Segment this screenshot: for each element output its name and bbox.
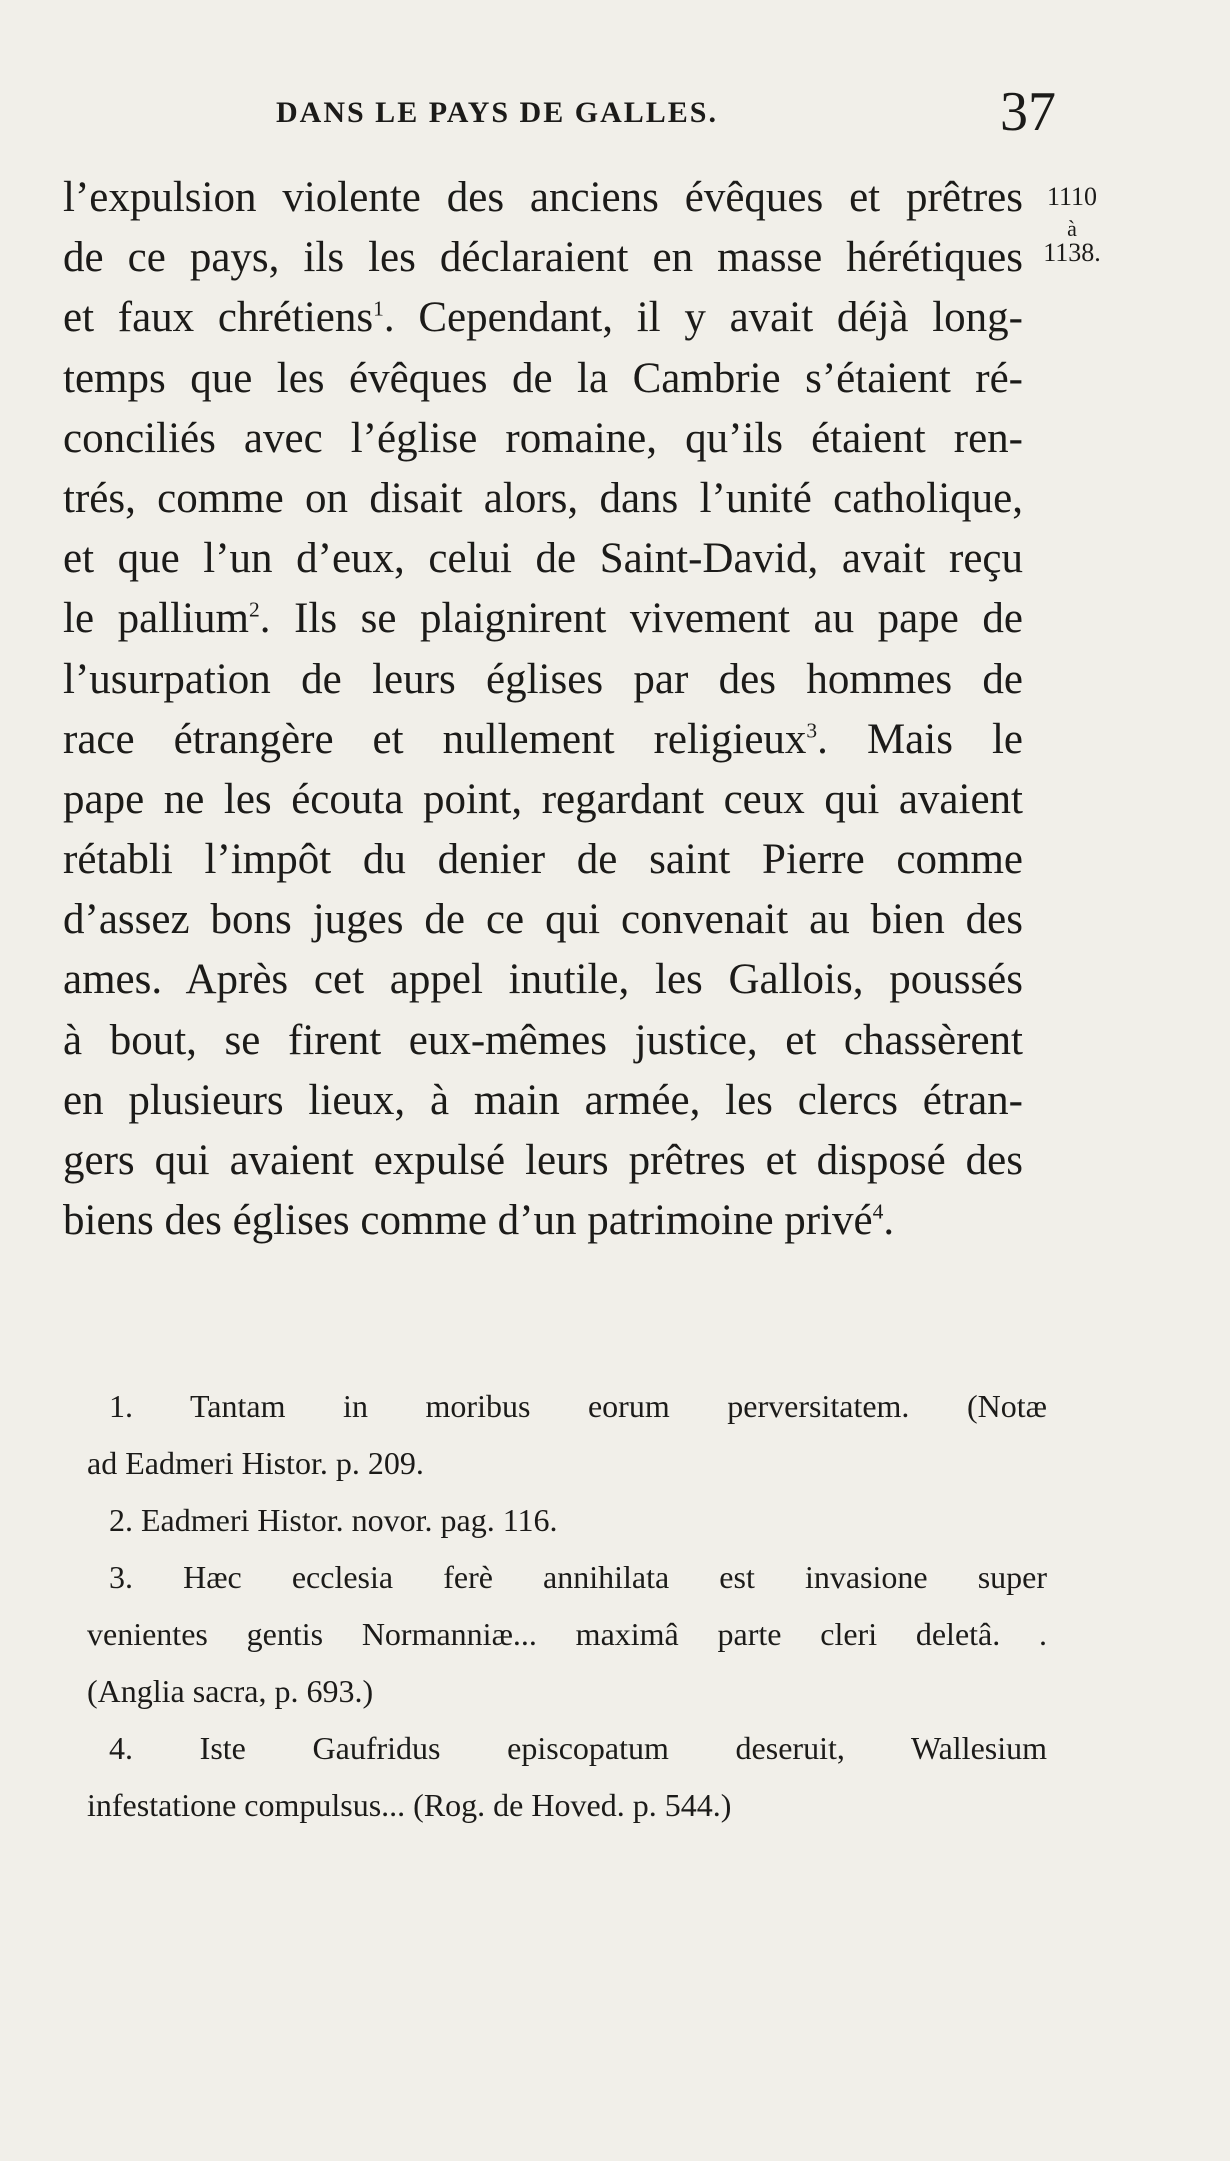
footnote-line: (Anglia sacra, p. 693.) xyxy=(87,1673,374,1709)
body-line: conciliés avec l’église romaine, qu’ils étaient ren- xyxy=(63,414,1023,462)
body-line: de ce pays, ils les déclaraient en masse hérétiques xyxy=(63,234,1023,282)
body-line: pape ne les écouta point, regardant ceux qui avaient xyxy=(63,775,1023,823)
body-line: temps que les évêques de la Cambrie s’étaient ré- xyxy=(63,354,1023,402)
footnote-line: 1. Tantam in moribus eorum perversitatem. (Notæ xyxy=(109,1388,1047,1424)
body-line: à bout, se firent eux-mêmes justice, et chassèrent xyxy=(63,1016,1023,1064)
footnote-ref: 3 xyxy=(806,718,818,743)
page-number: 37 xyxy=(1000,81,1056,143)
body-line: race étrangère et nullement religieux$^3$. Mais le xyxy=(63,715,1023,763)
body-line: ames. Après cet appel inutile, les Gallois, poussés xyxy=(63,956,1023,1004)
body-line: biens des églises comme d’un patrimoine privé$^4$. xyxy=(63,1197,895,1245)
footnote-line: venientes gentis Normanniæ... maximâ parte cleri deletâ. . xyxy=(87,1616,1047,1652)
body-line: et faux chrétiens$^1$. Cependant, il y avait déjà long- xyxy=(63,294,1023,342)
footnote-line: infestatione compulsus... (Rog. de Hoved. p. 544.) xyxy=(87,1787,732,1823)
footnote-line: ad Eadmeri Histor. p. 209. xyxy=(87,1445,424,1481)
margin-date-range xyxy=(1012,182,1132,268)
footnote-line: 3. Hæc ecclesia ferè annihilata est invasione super xyxy=(109,1559,1047,1595)
footnote-line: 2. Eadmeri Histor. novor. pag. 116. xyxy=(109,1502,558,1538)
body-line: le pallium$^2$. Ils se plaignirent vivement au pape de xyxy=(63,595,1024,643)
margin-date-joiner: à xyxy=(1067,216,1077,241)
body-line: en plusieurs lieux, à main armée, les clercs étran- xyxy=(63,1076,1023,1124)
body-line: et que l’un d’eux, celui de Saint-David, avait reçu xyxy=(63,535,1023,583)
body-line: l’usurpation de leurs églises par des hommes de xyxy=(63,655,1023,703)
footnotes xyxy=(87,1378,1047,1834)
body-line: trés, comme on disait alors, dans l’unité catholique, xyxy=(63,474,1023,522)
footnote-ref: 1 xyxy=(373,297,384,322)
footnote-ref: 2 xyxy=(249,597,260,622)
margin-date-to: 1138. xyxy=(1043,238,1101,267)
body-text xyxy=(63,168,1023,1251)
footnote-line: 4. Iste Gaufridus episcopatum deseruit, Wallesium xyxy=(109,1730,1047,1766)
body-line: l’expulsion violente des anciens évêques et prêtres xyxy=(63,174,1023,221)
footnote-ref: 4 xyxy=(872,1199,884,1224)
body-line: gers qui avaient expulsé leurs prêtres et disposé des xyxy=(63,1137,1023,1184)
body-line: rétabli l’impôt du denier de saint Pierre comme xyxy=(63,836,1023,884)
running-title: DANS LE PAYS DE GALLES. xyxy=(276,96,718,129)
body-line: d’assez bons juges de ce qui convenait au bien des xyxy=(63,896,1023,944)
margin-date-from: 1110 xyxy=(1046,182,1098,211)
